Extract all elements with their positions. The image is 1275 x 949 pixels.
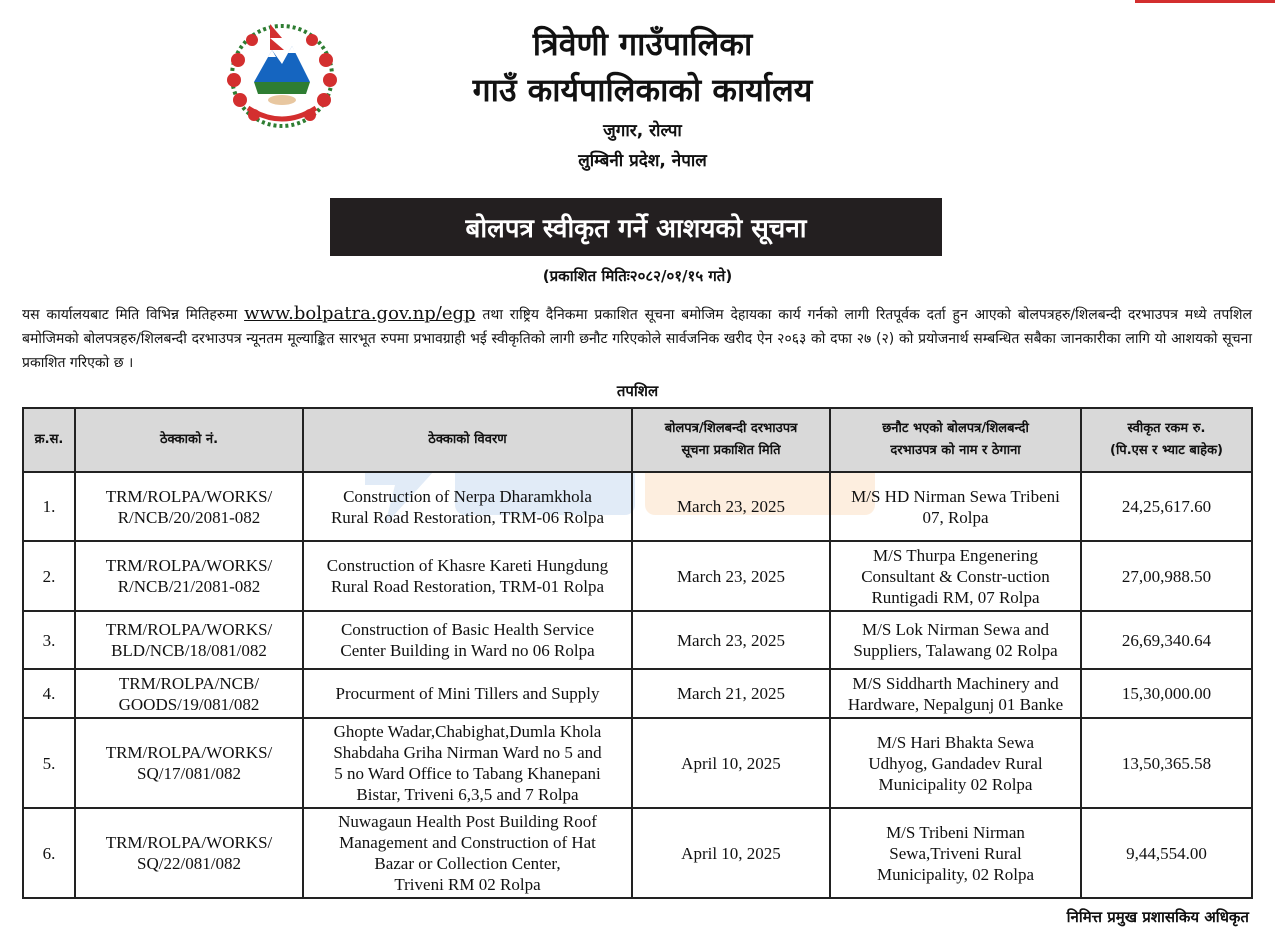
bidder-line: Municipality, 02 Rolpa bbox=[876, 864, 1035, 884]
row-description bbox=[303, 669, 632, 718]
contract-line: SQ/17/081/082 bbox=[137, 764, 241, 783]
row-contract-no bbox=[75, 808, 303, 898]
municipality-name: त्रिवेणी गाउँपालिका bbox=[532, 25, 753, 63]
header-amount-line2: (पि.एस र भ्याट बाहेक) bbox=[1110, 443, 1223, 458]
office-address: जुगार, रोल्पा bbox=[603, 121, 682, 141]
row-bidder bbox=[830, 718, 1081, 808]
row-contract-no bbox=[75, 669, 303, 718]
description-line: Rural Road Restoration, TRM-06 Rolpa bbox=[330, 507, 605, 527]
row-description bbox=[303, 718, 632, 808]
bidder-line: M/S Tribeni Nirman bbox=[886, 822, 1025, 842]
bidder-line: Runtigadi RM, 07 Rolpa bbox=[871, 587, 1040, 607]
row-bidder bbox=[830, 669, 1081, 718]
header-notice-date-line1: बोलपत्र/शिलबन्दी दरभाउपत्र bbox=[664, 421, 798, 436]
description-line: Procurment of Mini Tillers and Supply bbox=[335, 684, 600, 703]
description-line: Rural Road Restoration, TRM-01 Rolpa bbox=[330, 577, 605, 596]
row-sn: 5. bbox=[23, 718, 75, 808]
header-bidder-line2: दरभाउपत्र को नाम र ठेगाना bbox=[890, 443, 1021, 458]
published-date: (प्रकाशित मितिः२०८२/०१/१५ गते) bbox=[542, 267, 733, 285]
bidder-line: 07, Rolpa bbox=[922, 507, 989, 527]
header-contract-no: ठेक्काको नं. bbox=[75, 408, 303, 472]
description-line: Construction of Basic Health Service bbox=[340, 620, 595, 639]
top-accent-bar bbox=[1135, 0, 1275, 3]
office-province: लुम्बिनी प्रदेश, नेपाल bbox=[578, 151, 707, 171]
row-amount: 24,25,617.60 bbox=[1081, 472, 1252, 541]
header-sn: क्र.स. bbox=[23, 408, 75, 472]
table-row bbox=[23, 472, 1252, 541]
table-row bbox=[23, 808, 1252, 898]
description-line: Management and Construction of Hat bbox=[339, 833, 596, 852]
header-amount-line1: स्वीकृत रकम रु. bbox=[1127, 421, 1206, 436]
contract-line: R/NCB/20/2081-082 bbox=[117, 507, 261, 527]
table-row bbox=[23, 669, 1252, 718]
row-description bbox=[303, 472, 632, 541]
bidder-line: M/S HD Nirman Sewa Tribeni bbox=[851, 486, 1060, 506]
bidder-line: Suppliers, Talawang 02 Rolpa bbox=[853, 641, 1058, 660]
header-description: ठेक्काको विवरण bbox=[303, 408, 632, 472]
row-contract-no bbox=[75, 611, 303, 669]
row-sn: 1. bbox=[23, 472, 75, 541]
table-caption: तपशिल bbox=[616, 382, 659, 400]
row-bidder bbox=[830, 808, 1081, 898]
office-header bbox=[0, 22, 1275, 176]
description-line: Bistar, Triveni 6,3,5 and 7 Rolpa bbox=[356, 785, 579, 804]
signature-title: निमित्त प्रमुख प्रशासकिय अधिकृत bbox=[1066, 908, 1249, 926]
row-date: April 10, 2025 bbox=[632, 808, 830, 898]
description-line: Center Building in Ward no 06 Rolpa bbox=[340, 641, 595, 660]
contract-line: BLD/NCB/18/081/082 bbox=[111, 641, 267, 660]
description-line: Triveni RM 02 Rolpa bbox=[394, 875, 541, 894]
contract-line: TRM/ROLPA/WORKS/ bbox=[105, 620, 273, 639]
table-row bbox=[23, 718, 1252, 808]
row-date: March 23, 2025 bbox=[632, 611, 830, 669]
description-line: Construction of Nerpa Dharamkhola bbox=[343, 486, 592, 506]
bidder-line: M/S Siddharth Machinery and bbox=[852, 673, 1059, 693]
row-date: April 10, 2025 bbox=[632, 718, 830, 808]
contract-line: TRM/ROLPA/WORKS/ bbox=[105, 556, 273, 575]
contract-line: TRM/ROLPA/WORKS/ bbox=[105, 743, 273, 762]
bidder-line: Municipality 02 Rolpa bbox=[878, 774, 1033, 794]
bidder-line: Consultant & Constr-uction bbox=[861, 566, 1050, 586]
row-amount: 15,30,000.00 bbox=[1081, 669, 1252, 718]
description-line: Construction of Khasre Kareti Hungdung bbox=[326, 556, 609, 575]
header-amount bbox=[1081, 408, 1252, 472]
table-row bbox=[23, 541, 1252, 611]
table-header-row bbox=[23, 408, 1252, 472]
contract-line: TRM/ROLPA/WORKS/ bbox=[105, 486, 273, 506]
row-bidder bbox=[830, 472, 1081, 541]
row-bidder bbox=[830, 611, 1081, 669]
row-sn: 6. bbox=[23, 808, 75, 898]
bidder-line: Udhyog, Gandadev Rural bbox=[868, 753, 1043, 773]
notice-body-rest: तथा राष्ट्रिय दैनिकमा प्रकाशित सूचना बमोजिम देहायका कार्य गर्नको लागी रितपूर्वक दर्ता हुन आएको बोलपत्रहरु/शिलबन्दी दरभाउपत्र मध्ये तपशिल बमोजिमको बोलपत्रहरु/शिलबन्दी दरभाउपत्र न्यूनतम मूल्याङ्कित सारभूत रुपमा प्रभावग्राही भई स्वीकृतिको लागी छनौट गरिएकोले सार्वजनिक खरीद ऐन २०६३ को दफा २७ (२) को प्रयोजनार्थ सम्बन्धित सबैका जानकारीका लागि यो आशयको सूचना प्रकाशित गरिएको छ । bbox=[22, 307, 1252, 371]
row-sn: 3. bbox=[23, 611, 75, 669]
office-name: गाउँ कार्यपालिकाको कार्यालय bbox=[472, 71, 813, 109]
row-description bbox=[303, 808, 632, 898]
description-line: Ghopte Wadar,Chabighat,Dumla Khola bbox=[333, 722, 602, 741]
description-line: Shabdaha Griha Nirman Ward no 5 and bbox=[333, 743, 602, 762]
bidder-line: Sewa,Triveni Rural bbox=[889, 843, 1022, 863]
row-description bbox=[303, 611, 632, 669]
header-bidder-line1: छनौट भएको बोलपत्र/शिलबन्दी bbox=[882, 421, 1029, 436]
row-contract-no bbox=[75, 718, 303, 808]
description-line: 5 no Ward Office to Tabang Khanepani bbox=[334, 764, 601, 783]
bidder-line: M/S Thurpa Engenering bbox=[873, 545, 1038, 565]
contract-line: GOODS/19/081/082 bbox=[118, 694, 260, 714]
row-date: March 21, 2025 bbox=[632, 669, 830, 718]
description-line: Nuwagaun Health Post Building Roof bbox=[338, 812, 597, 831]
description-line: Bazar or Collection Center, bbox=[374, 854, 561, 873]
bolpatra-link[interactable]: www.bolpatra.gov.np/egp bbox=[244, 303, 476, 324]
row-contract-no bbox=[75, 472, 303, 541]
header-notice-date-line2: सूचना प्रकाशित मिति bbox=[681, 443, 781, 458]
row-amount: 13,50,365.58 bbox=[1081, 718, 1252, 808]
notice-body-intro: यस कार्यालयबाट मिति विभिन्न मितिहरुमा bbox=[22, 307, 245, 323]
table-row bbox=[23, 611, 1252, 669]
row-bidder bbox=[830, 541, 1081, 611]
row-sn: 4. bbox=[23, 669, 75, 718]
row-sn: 2. bbox=[23, 541, 75, 611]
bidder-line: M/S Lok Nirman Sewa and bbox=[862, 620, 1049, 639]
header-notice-date bbox=[632, 408, 830, 472]
contract-line: R/NCB/21/2081-082 bbox=[117, 577, 261, 596]
row-date: March 23, 2025 bbox=[632, 472, 830, 541]
row-description bbox=[303, 541, 632, 611]
notice-body bbox=[22, 302, 1252, 375]
row-amount: 27,00,988.50 bbox=[1081, 541, 1252, 611]
notice-title-banner: बोलपत्र स्वीकृत गर्ने आशयको सूचना bbox=[330, 198, 942, 256]
bidder-line: M/S Hari Bhakta Sewa bbox=[876, 732, 1035, 752]
award-table bbox=[22, 407, 1253, 899]
row-amount: 26,69,340.64 bbox=[1081, 611, 1252, 669]
header-bidder bbox=[830, 408, 1081, 472]
contract-line: SQ/22/081/082 bbox=[137, 854, 241, 873]
row-amount: 9,44,554.00 bbox=[1081, 808, 1252, 898]
contract-line: TRM/ROLPA/NCB/ bbox=[118, 673, 260, 693]
bidder-line: Hardware, Nepalgunj 01 Banke bbox=[847, 694, 1064, 714]
contract-line: TRM/ROLPA/WORKS/ bbox=[105, 833, 273, 852]
row-date: March 23, 2025 bbox=[632, 541, 830, 611]
row-contract-no bbox=[75, 541, 303, 611]
